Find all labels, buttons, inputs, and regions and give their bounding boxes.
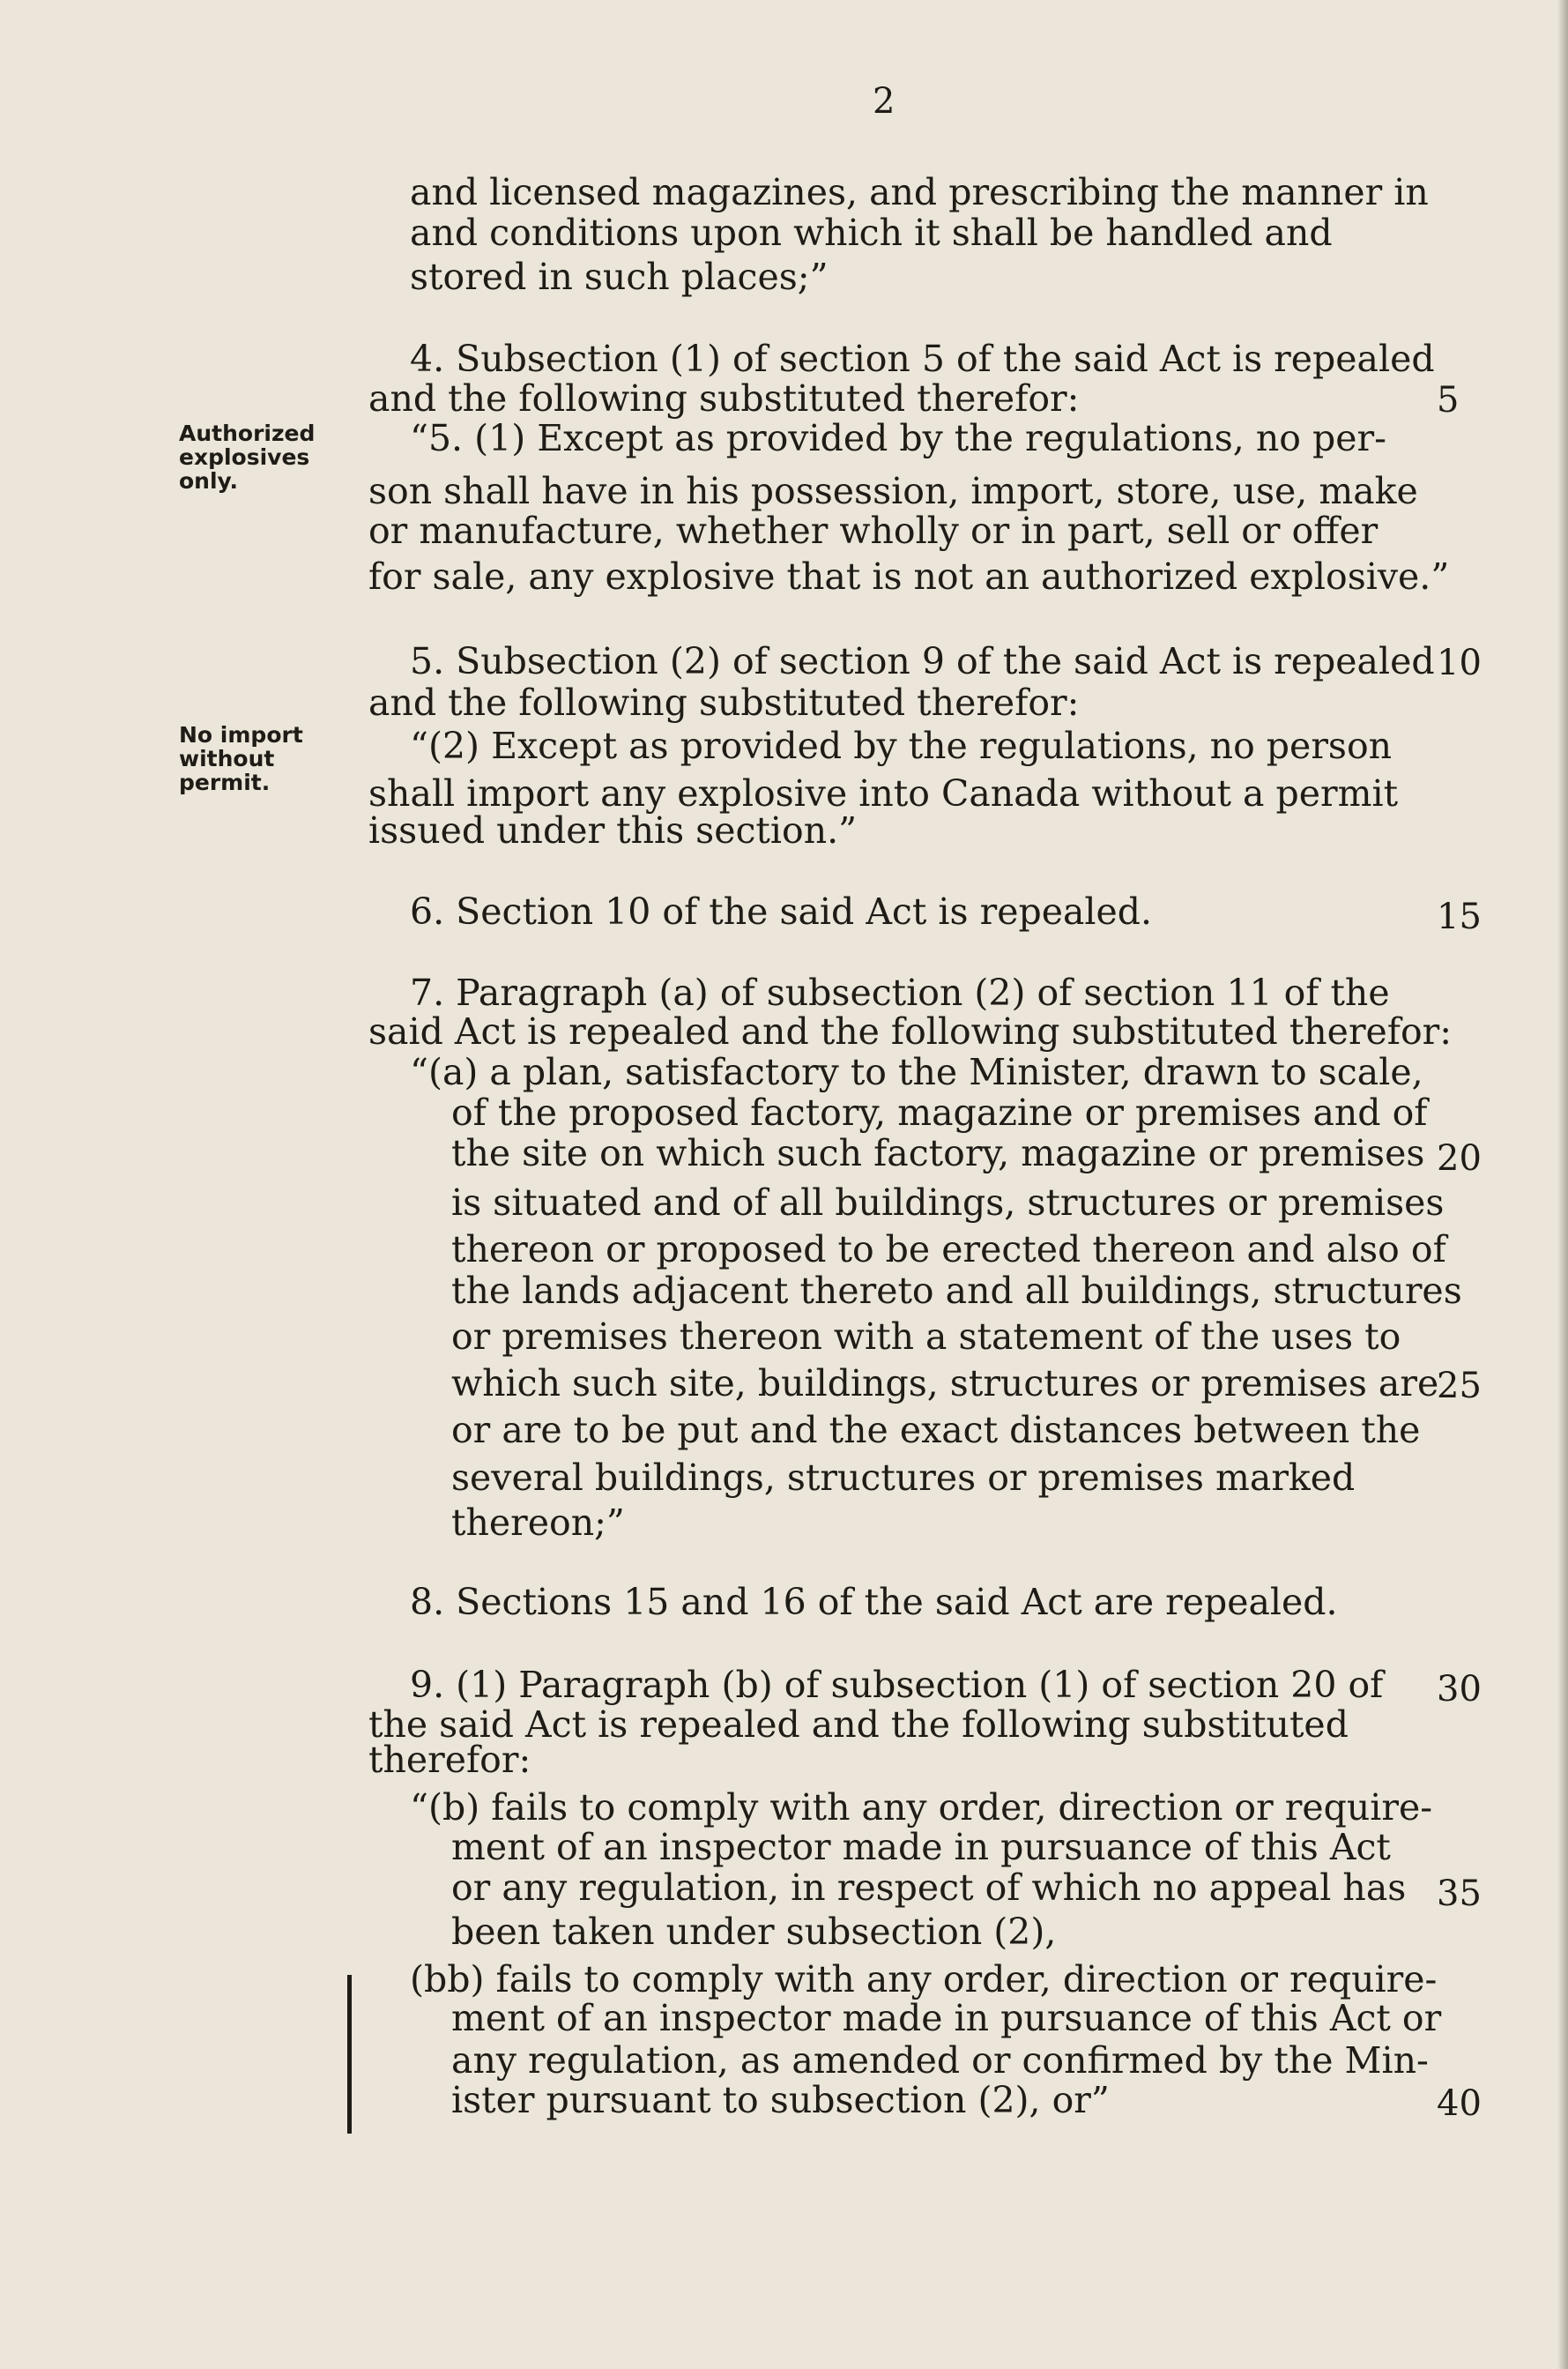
text-line: “(b) fails to comply with any order, direction or require-: [410, 1786, 1433, 1829]
line-number: 35: [1437, 1874, 1482, 1914]
line-number: 20: [1437, 1138, 1482, 1179]
page-edge-shadow: [1557, 0, 1568, 2369]
line-number: 10: [1437, 643, 1482, 683]
text-line: ment of an inspector made in pursuance of this Act or: [451, 1997, 1442, 2039]
text-line: and the following substituted therefor:: [368, 682, 1080, 724]
text-line: or premises thereon with a statement of the uses to: [451, 1315, 1401, 1358]
text-line: of the proposed factory, magazine or premises and of: [451, 1091, 1428, 1134]
text-line: the lands adjacent thereto and all buildings, structures: [451, 1270, 1462, 1312]
section-6-heading: 6. Section 10 of the said Act is repealed.: [410, 890, 1153, 933]
text-line: or are to be put and the exact distances between the: [451, 1409, 1421, 1451]
text-line: been taken under subsection (2),: [451, 1911, 1057, 1953]
text-line: is situated and of all buildings, structures or premises: [451, 1181, 1445, 1224]
text-line: thereon;”: [451, 1501, 625, 1544]
text-line: and the following substituted therefor:: [368, 377, 1080, 420]
change-bar: [347, 1975, 352, 2134]
text-line: “(a) a plan, satisfactory to the Minister, drawn to scale,: [410, 1051, 1423, 1093]
text-line: for sale, any explosive that is not an authorized explosive.”: [368, 555, 1450, 598]
line-number: 5: [1437, 380, 1460, 421]
text-line: any regulation, as amended or confirmed by the Min-: [451, 2039, 1429, 2082]
text-line: thereon or proposed to be erected thereon and also of: [451, 1228, 1446, 1270]
marginal-note: No import without permit.: [179, 722, 303, 795]
line-number: 40: [1437, 2083, 1482, 2124]
text-line: the site on which such factory, magazine or premises: [451, 1132, 1425, 1174]
section-4-heading: 4. Subsection (1) of section 5 of the said Act is repealed: [410, 338, 1435, 380]
text-line: and licensed magazines, and prescribing the manner in: [410, 171, 1429, 213]
section-5-heading: 5. Subsection (2) of section 9 of the said Act is repealed: [410, 640, 1435, 682]
text-line: the said Act is repealed and the following substituted: [368, 1703, 1349, 1746]
text-line: issued under this section.”: [368, 809, 858, 852]
marginal-note: Authorized explosives only.: [179, 421, 316, 494]
text-line: shall import any explosive into Canada without a permit: [368, 772, 1399, 815]
text-line: and conditions upon which it shall be handled and: [410, 212, 1333, 254]
text-line: “5. (1) Except as provided by the regulations, no per-: [410, 417, 1386, 459]
text-line: ister pursuant to subsection (2), or”: [451, 2079, 1110, 2121]
text-line: (bb) fails to comply with any order, direction or require-: [410, 1958, 1438, 2000]
text-line: ment of an inspector made in pursuance of this Act: [451, 1826, 1391, 1868]
text-line: which such site, buildings, structures or premises are: [451, 1362, 1439, 1404]
text-line: therefor:: [368, 1739, 531, 1781]
text-line: stored in such places;”: [410, 256, 829, 298]
section-9-heading: 9. (1) Paragraph (b) of subsection (1) of section 20 of: [410, 1664, 1384, 1706]
line-number: 15: [1437, 897, 1482, 937]
text-line: or any regulation, in respect of which no appeal has: [451, 1866, 1407, 1909]
text-line: said Act is repealed and the following substituted therefor:: [368, 1010, 1453, 1053]
text-line: several buildings, structures or premises marked: [451, 1456, 1356, 1499]
line-number: 30: [1437, 1669, 1482, 1710]
section-8-heading: 8. Sections 15 and 16 of the said Act are repealed.: [410, 1581, 1338, 1623]
section-7-heading: 7. Paragraph (a) of subsection (2) of section 11 of the: [410, 972, 1390, 1014]
line-number: 25: [1437, 1366, 1482, 1406]
text-line: “(2) Except as provided by the regulations, no person: [410, 725, 1393, 767]
text-line: son shall have in his possession, import, store, use, make: [368, 470, 1418, 512]
page-number: 2: [873, 81, 895, 122]
text-line: or manufacture, whether wholly or in part, sell or offer: [368, 510, 1379, 552]
